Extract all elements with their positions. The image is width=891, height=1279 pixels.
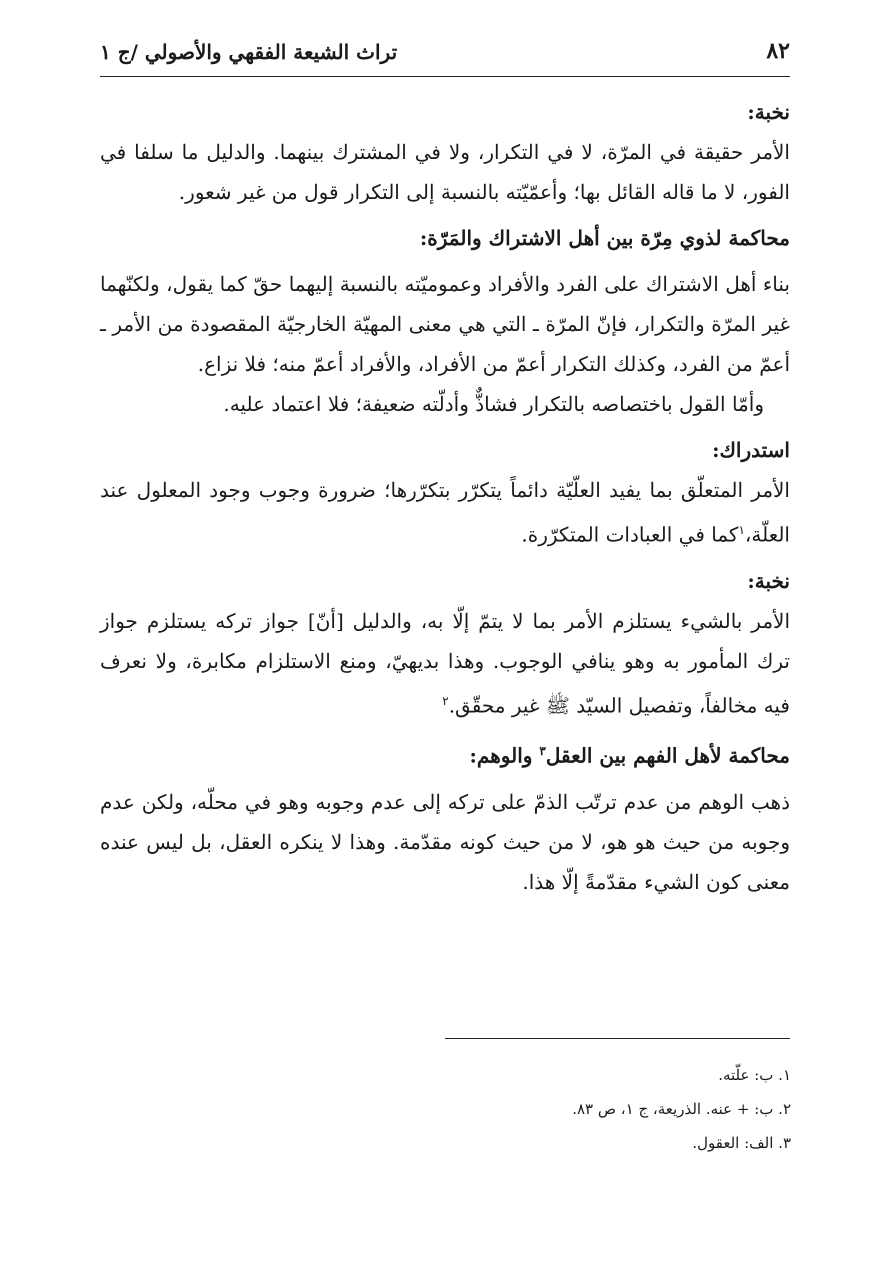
footnote-ref: ٣: [539, 744, 546, 759]
running-title: تراث الشيعة الفقهي والأصولي /ج ١: [100, 40, 398, 64]
page-header: [100, 36, 790, 77]
paragraph: [100, 470, 790, 555]
section-heading: [100, 731, 790, 776]
section-heading: نخبة:: [747, 568, 790, 593]
paragraph: بناء أهل الاشتراك على الفرد والأفراد وعموميّته بالنسبة إليهما حقّ كما يقول، ولكنّهما غير المرّة والتكرار، فإنّ المرّة ـ التي هي معنى المهيّة الخارجيّة المقصودة من الأمر ـ أعمّ من الفرد، وكذلك التكرار أعمّ من الأفراد، والأفراد أعمّ منه؛ فلا نزاع.: [100, 272, 790, 376]
section-heading: استدراك:: [712, 438, 790, 462]
paragraph-text: كما في العبادات المتكرّرة.: [521, 522, 739, 547]
footnote: ٣. الف: العقول.: [692, 1134, 791, 1152]
section-heading: نخبة:: [747, 100, 790, 124]
paragraph-text: الأمر بالشيء يستلزم الأمر بما لا يتمّ إلّا به، والدليل [أنّ] جواز تركه يستلزم جواز ترك المأمور به وهو ينافي الوجوب. وهذا بديهيّ، ومنع الاستلزام مكابرة، ولا نعرف فيه مخالفاً، وتفصيل السيّد ﷺ غير محقّق.: [100, 608, 790, 718]
paragraph: [100, 601, 790, 726]
heading-text: محاكمة لأهل الفهم بين العقل: [545, 743, 790, 768]
heading-text: والوهم:: [469, 743, 540, 768]
page-body: [100, 92, 790, 902]
footnote-divider: [445, 1038, 790, 1039]
paragraph: ذهب الوهم من عدم ترتّب الذمّ على تركه إلى عدم وجوبه وهو في محلّه، ولكن عدم وجوبه من حيث هو هو، لا من حيث كونه مقدّمة. وهذا لا ينكره العقل، بل ليس عنده معنى كون الشيء مقدّمةً إلّا هذا.: [100, 789, 790, 894]
section-heading: محاكمة لذوي مِرّة بين أهل الاشتراك والمَرّة:: [419, 226, 790, 250]
footnotes: [391, 1058, 791, 1160]
footnote: ٢. ب: + عنه. الذريعة، ج ١، ص ٨٣.: [572, 1100, 791, 1118]
paragraph-text: الأمر المتعلّق بما يفيد العلّيّة دائماً يتكرّر بتكرّرها؛ ضرورة وجوب وجود المعلول عند العلّة،: [100, 478, 790, 547]
page-number: ٨٢: [766, 38, 790, 64]
paragraph: وأمّا القول باختصاصه بالتكرار فشاذٌّ وأدلّته ضعيفة؛ فلا اعتماد عليه.: [223, 392, 764, 416]
footnote-ref: ٢: [442, 693, 449, 708]
footnote-ref: ١: [738, 523, 745, 537]
footnote: ١. ب: علّته.: [718, 1066, 791, 1084]
paragraph: الأمر حقيقة في المرّة، لا في التكرار، ولا في المشترك بينهما. والدليل ما سلفا في الفور، لا ما قاله القائل بها؛ وأعمّيّته بالنسبة إلى التكرار قول من غير شعور.: [100, 140, 790, 204]
